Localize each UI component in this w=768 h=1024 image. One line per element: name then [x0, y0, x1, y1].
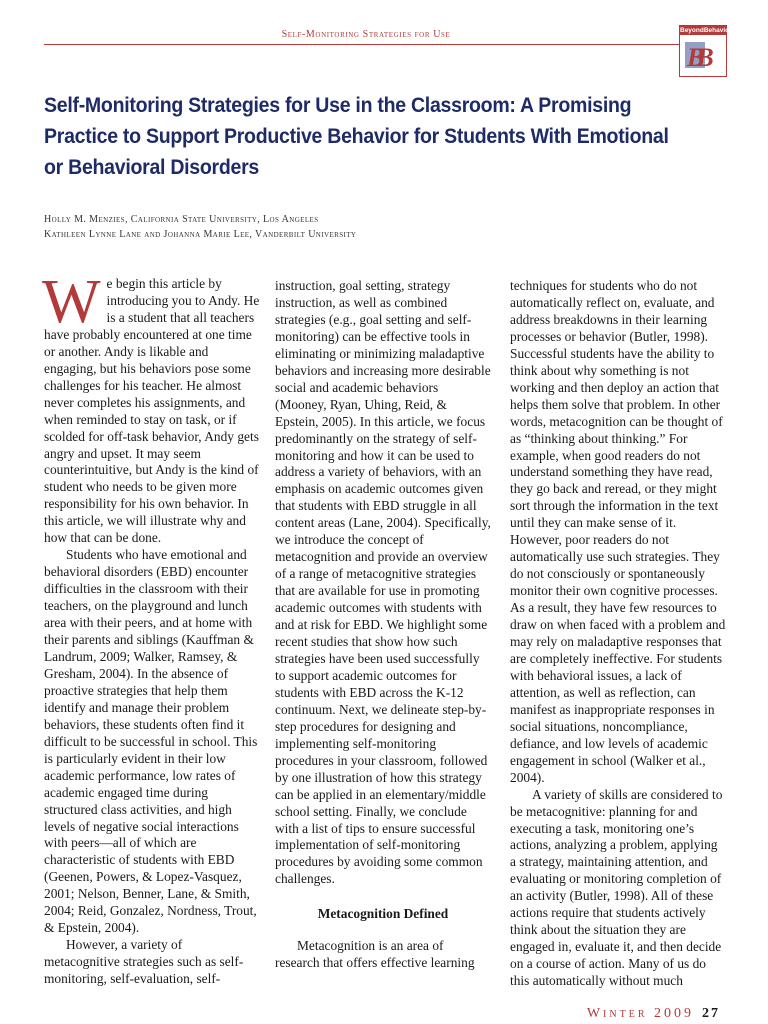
- page-number: 27: [702, 1006, 720, 1021]
- logo-top-text: BeyondBehavior: [680, 27, 732, 34]
- page-footer: [587, 1006, 720, 1022]
- paragraph: instruction, goal setting, strategy instruction, as well as combined strategies (e.g., goal setting and self-monitoring) can be effective tools in eliminating or minimizing maladaptive behaviors and increasing more desirable social and academic behaviors (Mooney, Ryan, Uhing, Reid, & Epstein, 2005). In this article, we focus predominantly on the strategy of self-monitoring and how it can be used to address a variety of behaviors, with an emphasis on academic outcomes given that students with EBD struggle in all content areas (Lane, 2004). Specifically, we introduce the concept of metacognition and provide an overview of a range of metacognitive strategies that are available for use in promoting academic outcomes with students with and at risk for EBD. We highlight some recent studies that show how such strategies have been used successfully to support academic outcomes for students with EBD across the K-12 continuum. Next, we delineate step-by-step procedures for designing and implementing self-monitoring procedures in your classroom, followed by one illustration of how this strategy can be applied in an elementary/middle school setting. Finally, we conclude with a list of tips to ensure successful implementation of self-monitoring procedures by avoiding some common challenges.: [275, 278, 491, 887]
- section-heading: Metacognition Defined: [317, 906, 449, 922]
- column-1: [42, 268, 260, 988]
- column-2: [275, 278, 491, 972]
- paragraph: However, a variety of metacognitive strategies such as self-monitoring, self-evaluation, self-: [44, 937, 244, 987]
- paragraph: techniques for students who do not automatically reflect on, evaluate, and address breakdowns in their learning processes or behavior (Butler, 1998). Successful students have the ability to think about why something is not working and then deploy an action that helps them solve that problem. In other words, metacognition can be thought of as “thinking about thinking.” For example, when good readers do not understand something they have read, they go back and reread, or they might sort through the information in the text until they can make sense of it. However, poor readers do not automatically use such strategies. They do not consciously or spontaneously monitor their own cognitive processes. As a result, they have few resources to draw on when faced with a problem and may rely on maladaptive responses that are completely ineffective. For students with behavioral issues, a lack of attention, as well as reflection, can manifest as inappropriate responses in social situations, noncompliance, defiance, and low levels of academic engagement in school (Walker et al., 2004).: [510, 278, 726, 785]
- article-title: Self-Monitoring Strategies for Use in the Classroom: A Promising Practice to Support Productive Behavior for Students With Emotional or Behavioral Disorders: [44, 94, 669, 179]
- paragraph: [42, 268, 260, 547]
- issue-label: Winter 2009: [586, 1006, 694, 1021]
- running-head-text: Self-Monitoring Strategies for Use: [281, 29, 451, 40]
- author-line: Kathleen Lynne Lane and Johanna Marie Lee, Vanderbilt University: [44, 229, 357, 240]
- author-line: Holly M. Menzies, California State University, Los Angeles: [44, 214, 319, 225]
- column-3: [510, 278, 726, 990]
- drop-cap: W: [42, 268, 101, 336]
- logo-bb-mark: [683, 36, 723, 74]
- running-head: [44, 30, 688, 45]
- paragraph-text: e begin this article by introducing you to Andy. He is a student that all teachers have probably encountered at one time or another. Andy is likable and engaging, but his behaviors pose some challenges for his teacher. He almost never completes his assignments, and when reminded to stay on task, or if scolded for off-task behavior, Andy gets angry and upset. It may seem counterintuitive, but Andy is the kind of student who needs to be given more responsibility for his own behavior. In this article, we will illustrate why and how that can be done.: [44, 276, 260, 546]
- paragraph: Students who have emotional and behavioral disorders (EBD) encounter difficulties in the classroom with their teachers, on the playground and lunch area with their peers, and at home with their parents and siblings (Kauffman & Landrum, 2009; Walker, Ramsey, & Gresham, 2004). In the absence of proactive strategies that help them identify and manage their problem behaviors, these students often find it difficult to be successful in school. This is particularly evident in their low academic performance, low rates of academic engaged time during structured class activities, and high levels of negative social interactions with peers—all of which are characteristic of students with EBD (Geenen, Powers, & Lopez-Vasquez, 2001; Nelson, Benner, Lane, & Smith, 2004; Reid, Gonzalez, Nordness, Trout, & Epstein, 2004).: [44, 547, 258, 936]
- author-block: [44, 212, 724, 242]
- logo-letters: BB: [687, 43, 706, 72]
- journal-logo: [679, 25, 732, 77]
- paragraph: Metacognition is an area of research that offers effective learning: [275, 938, 475, 971]
- paragraph: A variety of skills are considered to be metacognitive: planning for and executing a task, monitoring one’s actions, analyzing a problem, applying a strategy, maintaining attention, and evaluating or monitoring completion of an activity (Butler, 1998). All of these actions require that students actively think about the situation they are engaged in, evaluate it, and then decide on a course of action. Many of us do this automatically without much: [510, 786, 723, 989]
